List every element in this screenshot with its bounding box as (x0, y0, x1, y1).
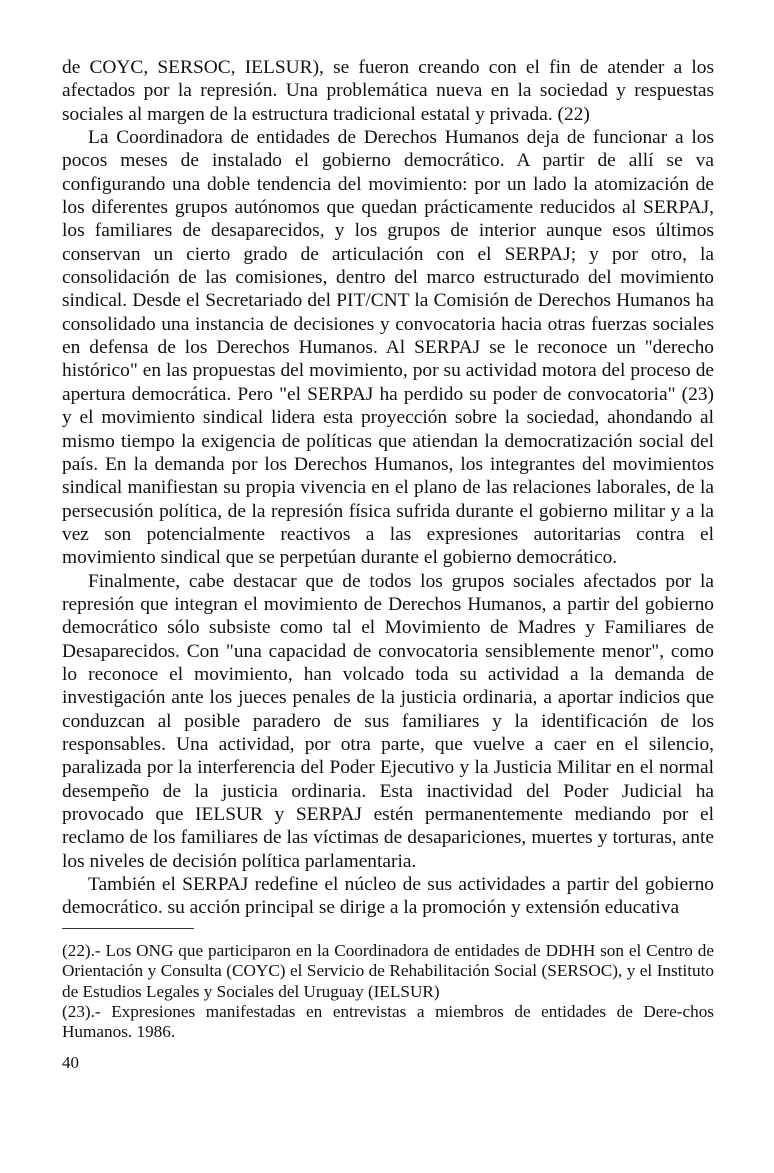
paragraph-coordinadora: La Coordinadora de entidades de Derechos Humanos deja de funcionar a los pocos meses de instalado el gobierno democrático. A partir de allí se va configurando una doble tendencia del movimiento: por un lado la atomización de los diferentes grupos autónomos que quedan prácticamente reducidos al SERPAJ, los familiares de desaparecidos, y los grupos de interior aunque esos últimos conservan un cierto grado de articulación con el SERPAJ; y por otro, la consolidación de las comisiones, dentro del marco estructurado del movimiento sindical. Desde el Secretariado del PIT/CNT la Comisión de Derechos Humanos ha consolidado una instancia de decisiones y convocatoria hacia otras fuerzas sociales en defensa de los Derechos Humanos. Al SERPAJ se le reconoce un "derecho histórico" en las propuestas del movimiento, por su actividad motora del proceso de apertura democrática. Pero "el SERPAJ ha perdido su poder de convocatoria" (23) y el movimiento sindical lidera esta proyección sobre la sociedad, ahondando al mismo tiempo la exigencia de políticas que atiendan la democratización social del país. En la demanda por los Derechos Humanos, los integrantes del movimientos sindical manifiestan su propia vivencia en el plano de las relaciones laborales, de la persecusión política, de la represión física sufrida durante el gobierno militar y a la vez son potencialmente reactivos a las expresiones autoritarias contra el movimiento sindical que se perpetúan durante el gobierno democrático. (62, 127, 714, 569)
footnotes (62, 941, 714, 1043)
body-text (62, 56, 714, 920)
paragraph-serpaj: También el SERPAJ redefine el núcleo de sus actividades a partir del gobierno democrático. su acción principal se dirige a la promoción y extensión educativa (62, 874, 714, 919)
paragraph-continuation: de COYC, SERSOC, IELSUR), se fueron creando con el fin de atender a los afectados por la represión. Una problemática nueva en la sociedad y respuestas sociales al margen de la estructura tradicional estatal y privada. (22) (62, 57, 714, 125)
paragraph-finalmente: Finalmente, cabe destacar que de todos los grupos sociales afectados por la represión que integran el movimiento de Derechos Humanos, a partir del gobierno democrático sólo subsiste como tal el Movimiento de Madres y Familiares de Desaparecidos. Con "una capacidad de convocatoria sensiblemente menor", como lo reconoce el movimiento, han volcado toda su actividad a la demanda de investigación ante los jueces penales de la justicia ordinaria, a aportar indicios que conduzcan al posible paradero de sus familiares y la identificación de los responsables. Una actividad, por otra parte, que vuelve a caer en el silencio, paralizada por la interferencia del Poder Ejecutivo y la Justicia Militar en el normal desempeño de la justicia ordinaria. Esta inactividad del Poder Judicial ha provocado que IELSUR y SERPAJ estén permanentemente mediando por el reclamo de los familiares de las víctimas de desapariciones, muertes y torturas, ante los niveles de decisión política parlamentaria. (62, 570, 714, 872)
footnote-22: (22).- Los ONG que participaron en la Coordinadora de entidades de DDHH son el Centro de Orientación y Consulta (COYC) el Servicio de Rehabilitación Social (SERSOC), y el Instituto de Estudios Legales y Sociales del Uruguay (IELSUR) (62, 940, 714, 1001)
footnote-23: (23).- Expresiones manifestadas en entrevistas a miembros de entidades de Dere-chos Humanos. 1986. (62, 1001, 714, 1042)
document-page (62, 56, 714, 1073)
footnote-divider (62, 928, 194, 929)
page-number: 40 (62, 1052, 79, 1072)
